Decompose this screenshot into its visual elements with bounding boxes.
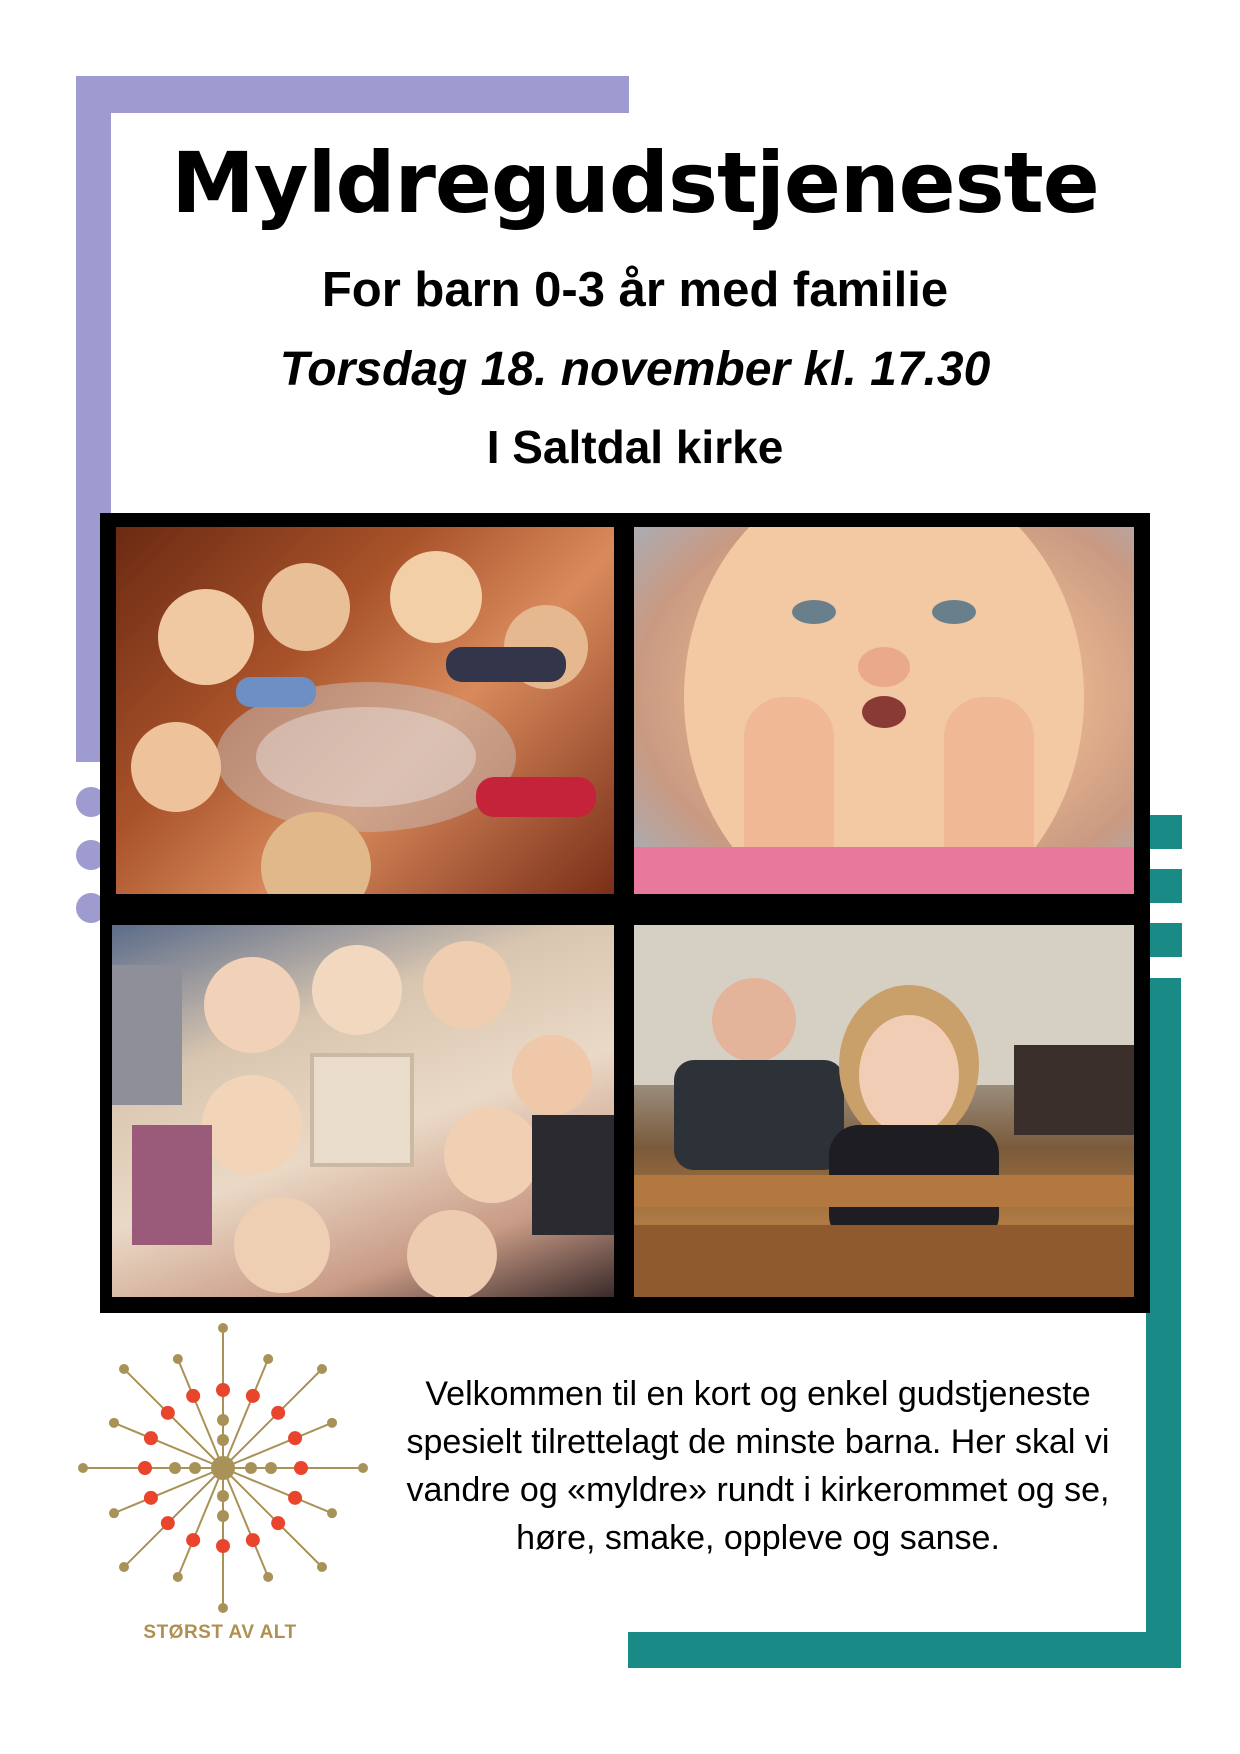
logo-red-dot bbox=[186, 1533, 200, 1547]
logo-caption: STØRST AV ALT bbox=[143, 1622, 297, 1643]
logo-ray-end bbox=[173, 1354, 183, 1364]
purple-frame-top bbox=[76, 76, 629, 113]
logo-center-dot bbox=[211, 1456, 235, 1480]
logo-red-dot bbox=[161, 1516, 175, 1530]
logo-red-dot bbox=[216, 1383, 230, 1397]
logo-ray-end bbox=[317, 1364, 327, 1374]
logo-red-dot bbox=[271, 1516, 285, 1530]
logo-red-dot bbox=[138, 1461, 152, 1475]
audience-line: For barn 0-3 år med familie bbox=[321, 263, 949, 317]
description-paragraph: Velkommen til en kort og enkel gudstjeneste spesielt tilrettelagt de minste barna. Her skal vi vandre og «myldre» rundt i kirkerommet og se, høre, smake, oppleve og sanse. bbox=[406, 1375, 1110, 1557]
logo-ray-end bbox=[109, 1508, 119, 1518]
poster-title: Myldregudstjeneste bbox=[171, 134, 1099, 232]
logo-ray bbox=[124, 1468, 223, 1567]
photo-children-around-font bbox=[116, 527, 614, 894]
location-line: I Saltdal kirke bbox=[486, 421, 784, 473]
logo-ray-end bbox=[218, 1323, 228, 1333]
logo-inner-dot bbox=[169, 1462, 181, 1474]
logo-red-dot bbox=[294, 1461, 308, 1475]
logo-starburst bbox=[76, 1318, 370, 1618]
logo-inner-dot bbox=[265, 1462, 277, 1474]
logo-red-dot bbox=[288, 1491, 302, 1505]
datetime-line: Torsdag 18. november kl. 17.30 bbox=[279, 343, 991, 396]
teal-square bbox=[1146, 923, 1182, 957]
teal-square bbox=[1146, 869, 1182, 903]
logo-ray-end bbox=[317, 1562, 327, 1572]
logo-inner-dot bbox=[245, 1462, 257, 1474]
logo-red-dot bbox=[216, 1539, 230, 1553]
logo-ray-end bbox=[327, 1508, 337, 1518]
logo-red-dot bbox=[144, 1431, 158, 1445]
logo-ray bbox=[223, 1468, 322, 1567]
teal-frame-right bbox=[1146, 978, 1181, 1668]
photo-girl-in-pew bbox=[634, 925, 1134, 1297]
logo-ray bbox=[124, 1369, 223, 1468]
logo-red-dot bbox=[288, 1431, 302, 1445]
teal-square bbox=[1146, 815, 1182, 849]
logo-inner-dot bbox=[217, 1414, 229, 1426]
photo-baby-closeup bbox=[634, 527, 1134, 894]
logo-inner-dot bbox=[217, 1490, 229, 1502]
logo-ray-end bbox=[109, 1418, 119, 1428]
logo-red-dot bbox=[144, 1491, 158, 1505]
logo-ray-end bbox=[263, 1354, 273, 1364]
logo-ray bbox=[223, 1369, 322, 1468]
logo-ray-end bbox=[119, 1562, 129, 1572]
logo-ray-end bbox=[263, 1572, 273, 1582]
logo-ray-end bbox=[173, 1572, 183, 1582]
logo-ray-end bbox=[358, 1463, 368, 1473]
logo-ray-end bbox=[119, 1364, 129, 1374]
logo-ray-end bbox=[327, 1418, 337, 1428]
logo-ray-end bbox=[78, 1463, 88, 1473]
logo-red-dot bbox=[271, 1406, 285, 1420]
logo-inner-dot bbox=[217, 1434, 229, 1446]
photo-babies-looking-down bbox=[112, 925, 614, 1297]
logo-red-dot bbox=[161, 1406, 175, 1420]
logo-inner-dot bbox=[217, 1510, 229, 1522]
logo-ray-end bbox=[218, 1603, 228, 1613]
logo-red-dot bbox=[246, 1533, 260, 1547]
teal-frame-bottom bbox=[628, 1632, 1181, 1668]
logo-inner-dot bbox=[189, 1462, 201, 1474]
logo-red-dot bbox=[186, 1389, 200, 1403]
logo-red-dot bbox=[246, 1389, 260, 1403]
